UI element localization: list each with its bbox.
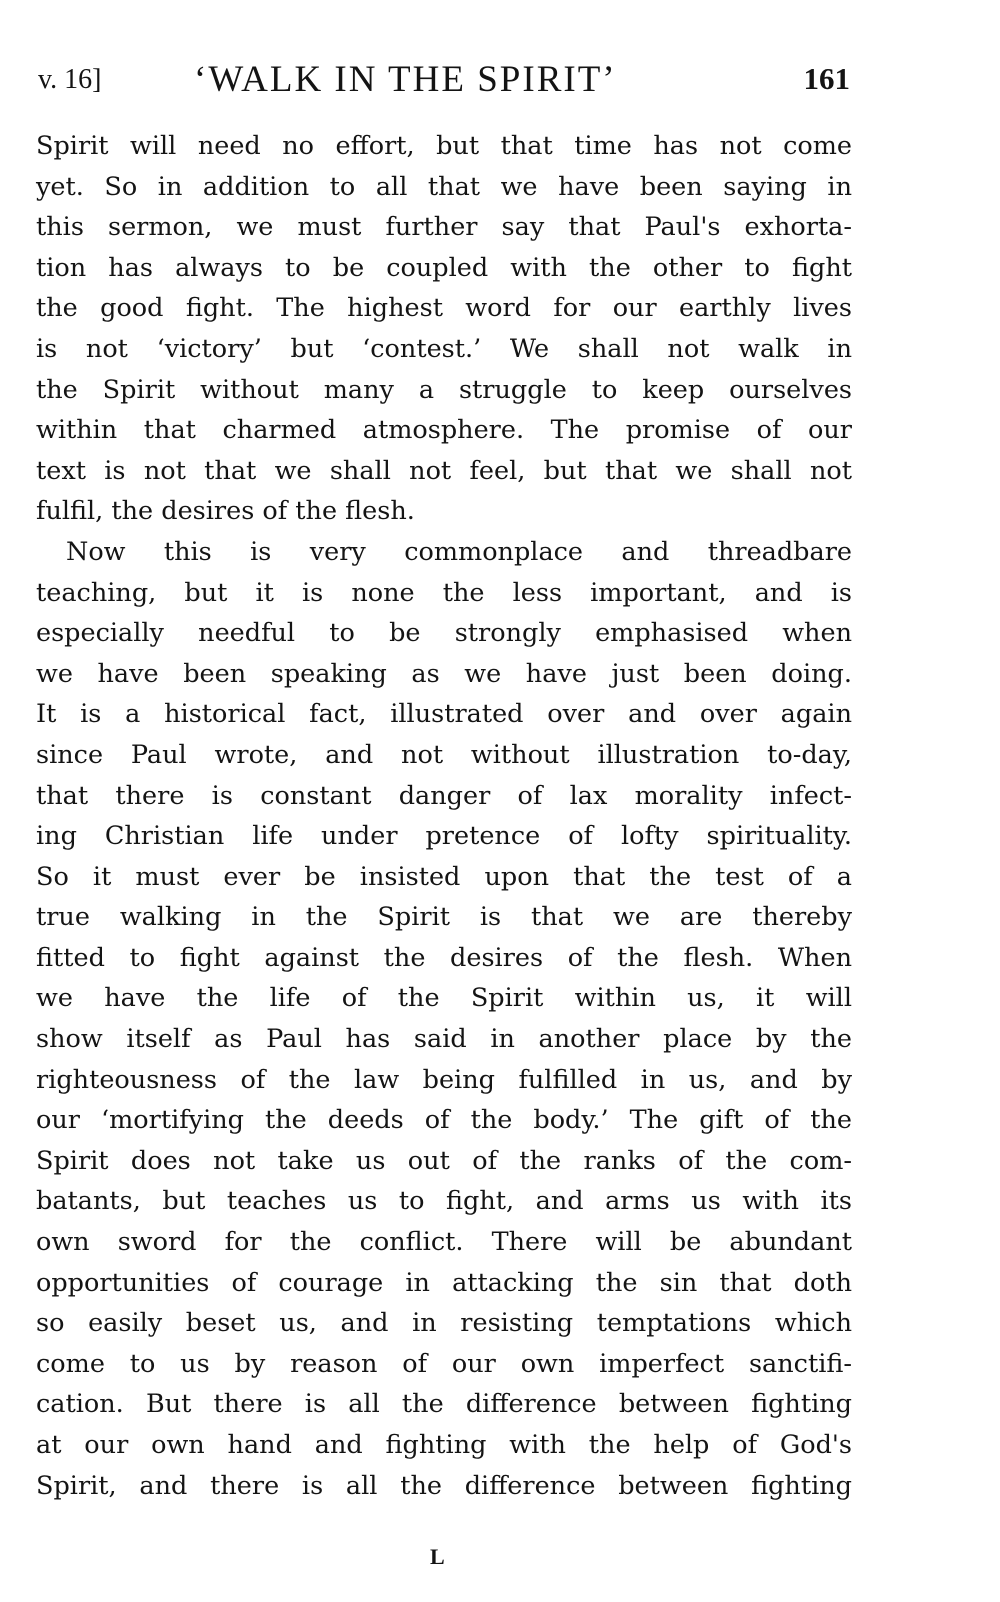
text-line: the Spirit without many a struggle to keep ourselves (36, 374, 852, 405)
text-line: this sermon, we must further say that Paul's exhorta- (36, 212, 852, 243)
text-line: Now this is very commonplace and threadbare (66, 536, 852, 567)
text-line: own sword for the conflict. There will be abundant (36, 1227, 852, 1258)
text-line: that there is constant danger of lax morality infect- (36, 780, 852, 811)
text-line: fitted to fight against the desires of the flesh. When (36, 942, 852, 973)
text-line: ing Christian life under pretence of lofty spirituality. (36, 821, 852, 852)
text-line: Spirit will need no effort, but that time has not come (36, 131, 852, 161)
text-line: our ‘mortifying the deeds of the body.’ The gift of the (36, 1105, 852, 1136)
text-line: Spirit does not take us out of the ranks of the com- (36, 1145, 852, 1176)
text-line: since Paul wrote, and not without illustration to-day, (36, 739, 852, 770)
text-line: It is a historical fact, illustrated over and over again (36, 699, 852, 730)
text-line: cation. But there is all the difference between fighting (36, 1389, 852, 1420)
page-number: 161 (803, 61, 850, 96)
running-title: ‘WALK IN THE SPIRIT’ (194, 59, 617, 100)
verse-reference: v. 16] (38, 64, 102, 95)
text-line: teaching, but it is none the less important, and is (36, 577, 852, 608)
text-line: batants, but teaches us to fight, and arms us with its (36, 1186, 852, 1217)
signature-mark: L (430, 1544, 445, 1569)
text-line: opportunities of courage in attacking the sin that doth (36, 1267, 852, 1298)
text-line: is not ‘victory’ but ‘contest.’ We shall not walk in (36, 333, 852, 364)
text-line: text is not that we shall not feel, but that we shall not (36, 455, 852, 486)
text-line: so easily beset us, and in resisting temptations which (36, 1308, 852, 1339)
body-text (36, 126, 852, 1506)
text-line: come to us by reason of our own imperfect sanctifi- (36, 1348, 852, 1379)
text-line: show itself as Paul has said in another place by the (36, 1024, 852, 1055)
text-line: yet. So in addition to all that we have been saying in (36, 171, 852, 202)
text-line: righteousness of the law being fulfilled in us, and by (36, 1064, 852, 1095)
text-line: especially needful to be strongly emphasised when (36, 618, 852, 649)
text-line: So it must ever be insisted upon that the test of a (36, 861, 852, 892)
text-line: fulfil, the desires of the flesh. (36, 496, 415, 527)
text-line: true walking in the Spirit is that we are thereby (36, 902, 852, 933)
text-line: Spirit, and there is all the difference between fighting (36, 1470, 852, 1501)
text-line: the good fight. The highest word for our earthly lives (36, 293, 852, 324)
text-line: at our own hand and fighting with the help of God's (36, 1430, 852, 1460)
running-head (38, 58, 850, 104)
paragraph-2 (36, 532, 852, 1506)
text-line: we have the life of the Spirit within us, it will (36, 983, 852, 1014)
text-line: tion has always to be coupled with the other to fight (36, 252, 852, 283)
text-line: within that charmed atmosphere. The promise of our (36, 415, 852, 446)
text-line: we have been speaking as we have just been doing. (36, 658, 852, 689)
paragraph-1 (36, 126, 852, 532)
